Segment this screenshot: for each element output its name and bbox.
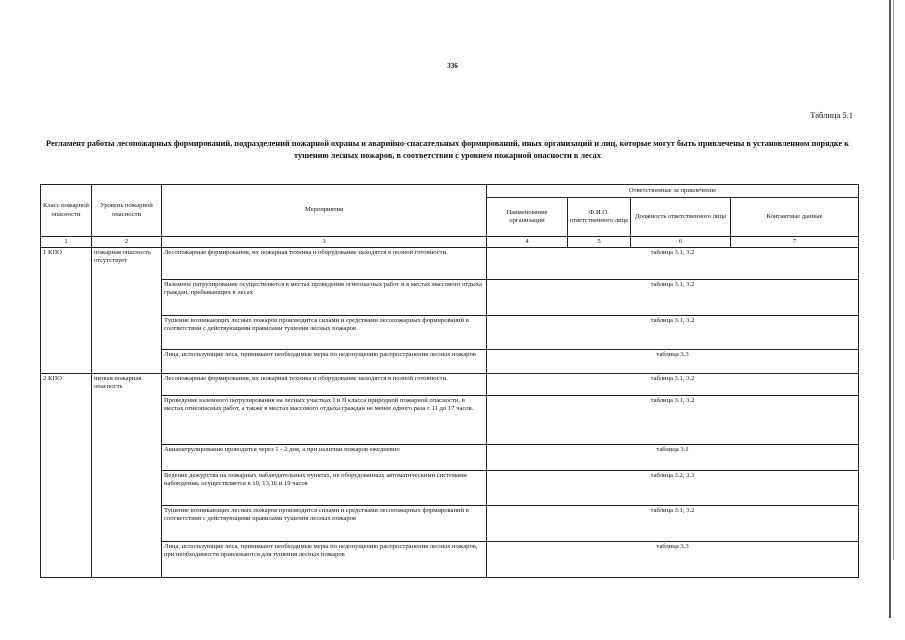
table-row: [41, 396, 859, 445]
reference-cell: таблица 3.1, 3.2: [487, 374, 859, 396]
table-row: [41, 506, 859, 542]
header-row-1: [41, 185, 859, 198]
level-cell: низкая пожарная опасность: [92, 374, 162, 578]
scan-edge-line: [889, 0, 891, 618]
measure-cell: Лица, использующие леса, принимают необходимые меры по недопущению распространения лесных пожаров, при необходимости привлекаются для тушения лесных пожаров: [162, 542, 487, 578]
reference-cell: таблица 3.1: [487, 445, 859, 471]
header-position: Должность ответственного лица: [631, 198, 731, 237]
reference-cell: таблица 3.1, 3.2: [487, 248, 859, 280]
regulation-table: [40, 184, 859, 578]
table-label: Таблица 5.1: [810, 110, 853, 120]
header-level: Уровень пожарной опасности: [92, 185, 162, 237]
table-row: [41, 316, 859, 350]
column-number-row: [41, 237, 859, 248]
header-fio: Ф.И.О. ответственного лица: [568, 198, 631, 237]
header-measures: Мероприятия: [162, 185, 487, 237]
col-num: 5: [568, 237, 631, 248]
page-number: 336: [447, 62, 458, 70]
measure-cell: Проведение наземного патрулирования на лесных участках I и II класса природной пожарной опасности, в местах огнеопасных работ, а также в местах массового отдыха граждан не менее одного раза с 11 до 17 часов.: [162, 396, 487, 445]
reference-cell: таблица 3.3: [487, 350, 859, 374]
col-num: 1: [41, 237, 92, 248]
col-num: 7: [731, 237, 859, 248]
level-cell: пожарная опасность отсутствует: [92, 248, 162, 374]
table-row: [41, 542, 859, 578]
reference-cell: таблица 3.1, 3.2: [487, 396, 859, 445]
col-num: 2: [92, 237, 162, 248]
col-num: 4: [487, 237, 568, 248]
reference-cell: таблица 3.2, 3.3: [487, 471, 859, 506]
header-contacts: Контактные данные: [731, 198, 859, 237]
measure-cell: Тушение возникающих лесных пожаров производится силами и средствами лесопожарных формирований в соответствии с действующими правилами тушения лесных пожаров: [162, 506, 487, 542]
header-class: Класс пожарной опасности: [41, 185, 92, 237]
table-row: [41, 350, 859, 374]
reference-cell: таблица 3.1, 3.2: [487, 280, 859, 316]
col-num: 6: [631, 237, 731, 248]
reference-cell: таблица 3.1, 3.2: [487, 506, 859, 542]
class-cell: 2 КПО: [41, 374, 92, 578]
table-row: [41, 471, 859, 506]
col-num: 3: [162, 237, 487, 248]
measure-cell: Лесопожарные формирования, их пожарная техника и оборудование находятся в полной готовности.: [162, 248, 487, 280]
measure-cell: Лица, использующие леса, принимают необходимые меры по недопущению распространения лесных пожаров: [162, 350, 487, 374]
measure-cell: Тушение возникающих лесных пожаров производится силами и средствами лесопожарных формирований в соответствии с действующими правилами тушения лесных пожаров: [162, 316, 487, 350]
table-row: [41, 374, 859, 396]
measure-cell: Авиапатрулирование проводится через 1 - 2 дня, а при наличии пожаров ежедневно: [162, 445, 487, 471]
scan-edge-line-thin: [893, 0, 894, 560]
document-title: Регламент работы лесопожарных формирований, подразделений пожарной охраны и аварийно-спасательных формирований, иных организаций и лиц, которые могут быть привлечены в установленном порядке к тушению лесных пожаров, в соответствии с уровнем пожарной опасности в лесах: [46, 139, 849, 160]
table-row: [41, 248, 859, 280]
measure-cell: Наземное патрулирование осуществляется в местах проведения огнеопасных работ и в местах массового отдыха граждан, пребывающих в лесах: [162, 280, 487, 316]
reference-cell: таблица 3.1, 3.2: [487, 316, 859, 350]
header-org-name: Наименование организации: [487, 198, 568, 237]
reference-cell: таблица 3.3: [487, 542, 859, 578]
table-row: [41, 280, 859, 316]
measure-cell: Ведение дежурства на пожарных наблюдательных пунктах, не оборудованных автоматическими системами наблюдения, осуществляется в 10, 13,16 и 19 часов: [162, 471, 487, 506]
measure-cell: Лесопожарные формирования, их пожарная техника и оборудование находятся в полной готовности.: [162, 374, 487, 396]
class-cell: 1 КПО: [41, 248, 92, 374]
header-responsible: Ответственные за привлечение: [487, 185, 859, 198]
table-row: [41, 445, 859, 471]
